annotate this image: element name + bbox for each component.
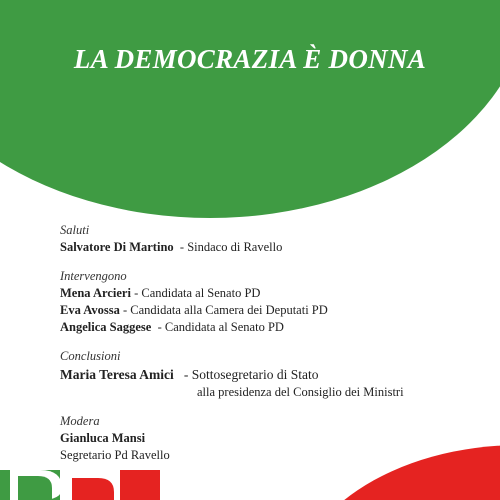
speaker-role: - Sottosegretario di Stato	[183, 367, 319, 382]
speaker-line	[60, 319, 480, 336]
speaker-role: - Candidata alla Camera dei Deputati PD	[122, 303, 328, 317]
section-label: Saluti	[60, 223, 90, 237]
program	[60, 222, 480, 476]
section-label: Intervengono	[60, 269, 127, 283]
green-circle	[0, 0, 500, 218]
section-modera	[60, 413, 480, 464]
speaker-line	[60, 365, 480, 384]
speaker-role: - Candidata al Senato PD	[134, 286, 261, 300]
speaker-line	[60, 302, 480, 319]
section-label: Conclusioni	[60, 349, 121, 363]
section-label: Modera	[60, 414, 100, 428]
event-title: LA DEMOCRAZIA È DONNA	[73, 44, 427, 74]
section-conclusioni	[60, 348, 480, 401]
speaker-role-continued: alla presidenza del Consiglio dei Ministri	[197, 385, 404, 399]
speaker-line	[60, 239, 480, 256]
speaker-name: Eva Avossa	[60, 303, 120, 317]
speaker-name: Angelica Saggese	[60, 320, 152, 334]
speaker-name: Salvatore Di Martino	[60, 240, 174, 254]
speaker-role: - Candidata al Senato PD	[157, 320, 284, 334]
speaker-name: Maria Teresa Amici	[60, 367, 174, 382]
speaker-role: Segretario Pd Ravello	[60, 448, 170, 462]
section-saluti	[60, 222, 480, 256]
speaker-role: - Sindaco di Ravello	[179, 240, 283, 254]
speaker-line	[60, 285, 480, 302]
section-intervengono	[60, 268, 480, 336]
speaker-name: Gianluca Mansi	[60, 431, 146, 445]
speaker-name: Mena Arcieri	[60, 286, 131, 300]
